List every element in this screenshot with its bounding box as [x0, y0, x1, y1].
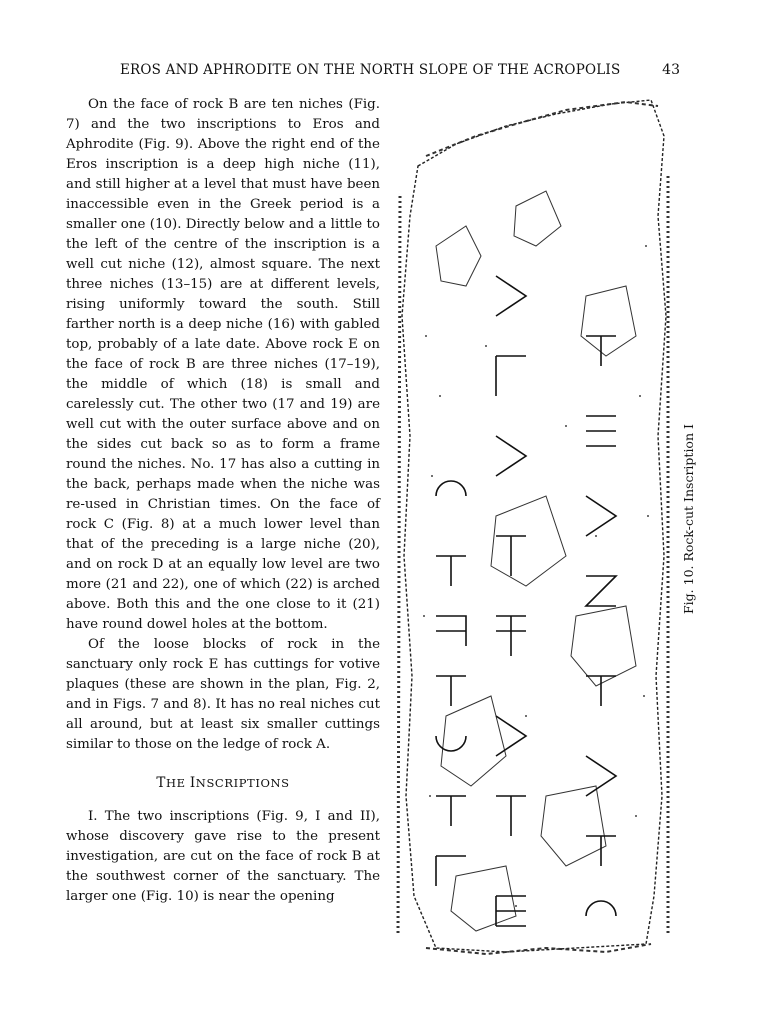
- carved-letters: [436, 276, 616, 926]
- heading-initial-t: T: [156, 775, 166, 791]
- paragraph-1: On the face of rock B are ten niches (Fig. 7) and the two inscriptions to Eros and Aphrodite (Fig. 9). Above the right end of the Eros inscription is a deep high niche (11), and still higher at a level that must have been inaccessible even in the Greek period is a smaller one (10). Directly below and a little to the left of the centre of the inscription is a well cut niche (12), almost square. The next three niches (13–15) are at different levels, rising uniformly toward the south. Still farther north is a deep niche (16) with gabled top, probably of a late date. Above rock E on the face of rock B are three niches (17–19), the middle of which (18) is small and carelessly cut. The other two (17 and 19) are well cut with the outer surface above and on the sides cut back so as to form a frame round the niches. No. 17 has also a cutting in the back, perhaps made when the niche was re-used in Christian times. On the face of rock C (Fig. 8) at a much lower level than that of the preceding is a large niche (20), and on rock D at an equally low level are two more (21 and 22), one of which (22) is arched above. Both this and the one close to it (21) have round dowel holes at the bottom.: [66, 97, 380, 632]
- paragraph-2: Of the loose blocks of rock in the sanctuary only rock E has cuttings for votive plaques (these are shown in the plan, Fig. 2, and in Figs. 7 and 8). It has no real niches cut all around, but at least six smaller cuttings similar to those on the ledge of rock A.: [66, 637, 380, 752]
- page-header: [120, 62, 680, 82]
- weathered-patch: [514, 191, 561, 246]
- top-broken-edge: [426, 102, 658, 156]
- heading-part-1: HE: [165, 776, 190, 790]
- weathered-patch: [451, 866, 516, 931]
- body-text: [66, 95, 380, 907]
- inscription-figure: [396, 96, 671, 958]
- page-number: 43: [662, 62, 680, 78]
- weathered-patch: [541, 786, 606, 866]
- weathered-patch: [436, 226, 481, 286]
- heading-part-2: NSCRIPTIONS: [195, 776, 290, 790]
- figure-caption: Fig. 10. Rock-cut Inscription I: [681, 424, 696, 614]
- running-head: EROS AND APHRODITE ON THE NORTH SLOPE OF THE ACROPOLIS: [120, 62, 621, 78]
- rock-inscription-drawing: [396, 96, 671, 958]
- rock-outline: [402, 100, 666, 952]
- paragraph-3: I. The two inscriptions (Fig. 9, I and II), whose discovery gave rise to the present investigation, are cut on the face of rock B at the southwest corner of the sanctuary. The larger one (Fig. 10) is near the opening: [66, 809, 380, 904]
- weathered-patch: [491, 496, 566, 586]
- section-heading: [66, 773, 380, 793]
- weathered-patch: [571, 606, 636, 686]
- weathered-patch: [441, 696, 506, 786]
- heading-initial-i: I: [189, 775, 196, 791]
- weathered-patch: [581, 286, 636, 356]
- left-hatched-edge: [398, 196, 400, 936]
